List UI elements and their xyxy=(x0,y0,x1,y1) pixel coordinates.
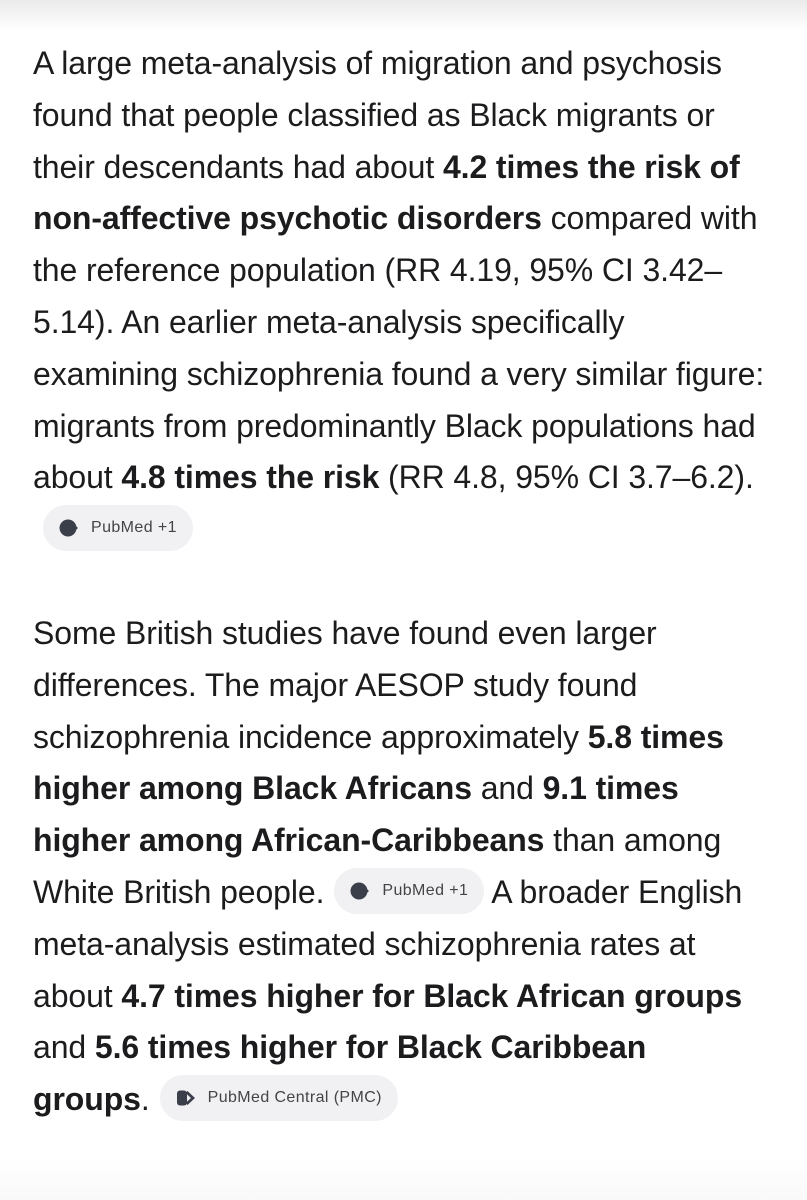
emphasis-text: 4.7 times higher for Black African groups xyxy=(121,977,743,1014)
source-citation-chip[interactable] xyxy=(334,868,484,914)
source-chevron-icon xyxy=(59,519,81,537)
emphasis-text: 5.8 times higher among Black Africans xyxy=(33,718,724,807)
source-chip-label: PubMed Central (PMC) xyxy=(207,1089,382,1107)
bottom-scroll-fade xyxy=(0,1160,807,1200)
body-text: Some British studies have found even larger differences. The major AESOP study found schizophrenia incidence approximately xyxy=(33,614,657,755)
body-text: compared with the reference population (RR 4.19, 95% CI 3.42–5.14). An earlier meta-analysis specifically examining schizophrenia found a very similar figure: migrants from predominantly Black populations had about xyxy=(33,200,765,496)
body-text: and xyxy=(33,1029,95,1066)
source-citation-chip[interactable] xyxy=(160,1075,398,1121)
source-chevron-icon xyxy=(350,882,372,900)
paragraph xyxy=(33,38,768,556)
top-scroll-fade xyxy=(0,0,807,30)
body-text: . xyxy=(140,1081,150,1118)
body-text: A broader English meta-analysis estimated schizophrenia rates at about xyxy=(33,873,743,1014)
body-text: A large meta-analysis of migration and psychosis found that people classified as Black migrants or their descendants had about xyxy=(33,45,722,185)
source-chip-label: PubMed +1 xyxy=(382,881,469,899)
response-article xyxy=(33,38,768,1126)
emphasis-text: 4.8 times the risk xyxy=(121,459,380,496)
source-citation-chip[interactable] xyxy=(43,505,193,551)
emphasis-text: 4.2 times the risk of non-affective psychotic disorders xyxy=(33,148,740,237)
source-chip-label: PubMed +1 xyxy=(91,519,177,537)
source-chevron-icon xyxy=(176,1089,198,1107)
body-text: and xyxy=(471,770,543,807)
body-text: than among White British people. xyxy=(33,822,722,910)
emphasis-text: 9.1 times higher among African-Caribbeans xyxy=(33,770,679,859)
emphasis-text: 5.6 times higher for Black Caribbean groups xyxy=(33,1029,647,1118)
paragraph xyxy=(33,608,768,1126)
body-text: (RR 4.8, 95% CI 3.7–6.2). xyxy=(379,459,754,496)
